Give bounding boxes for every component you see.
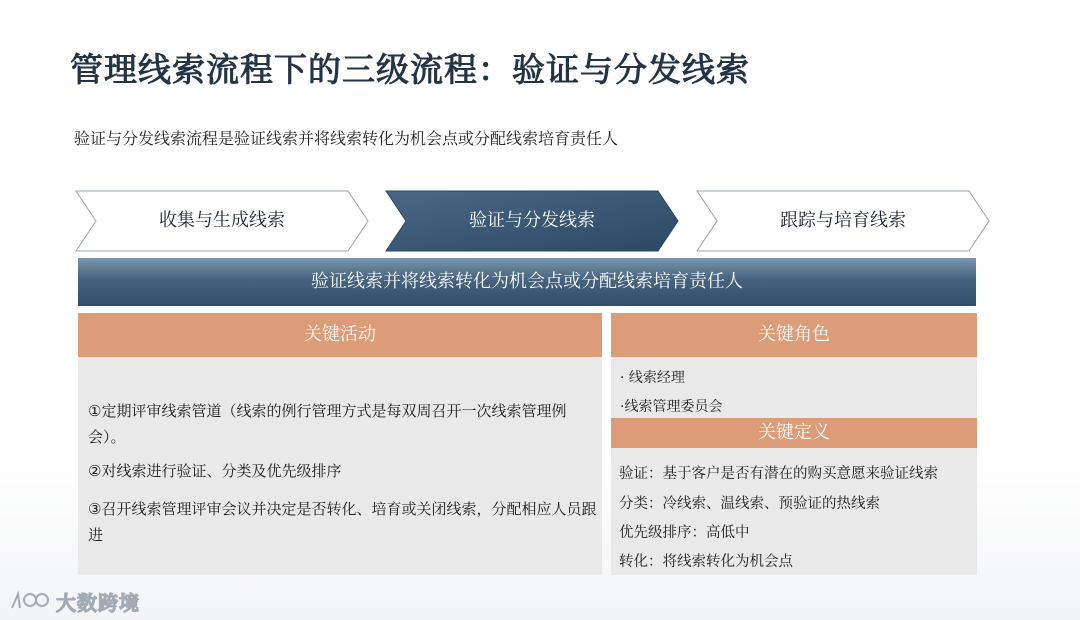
definition-item: 转化：将线索转化为机会点 [619,554,793,570]
key-definitions-heading: 关键定义 [611,418,977,448]
watermark-text: 大数跨境 [56,590,140,615]
page-subtitle: 验证与分发线索流程是验证线索并将线索转化为机会点或分配线索培育责任人 [74,129,619,148]
key-roles-heading: 关键角色 [611,313,977,357]
page-title: 管理线索流程下的三级流程：验证与分发线索 [70,50,750,89]
step-label-track: 跟踪与培育线索 [780,210,906,231]
role-item: · 线索经理 [620,370,685,386]
process-banner: 验证线索并将线索转化为机会点或分配线索培育责任人 [78,258,976,306]
step-label-verify: 验证与分发线索 [469,210,595,231]
definition-item: 优先级排序：高低中 [619,525,750,541]
definition-item: 分类：冷线索、温线索、预验证的热线索 [619,496,880,512]
watermark [8,586,140,616]
step-label-collect: 收集与生成线索 [159,210,285,231]
activity-item: ①定期评审线索管道（线索的例行管理方式是每双周召开一次线索管理例会）。 [88,402,567,446]
watermark-logo-icon [8,588,52,614]
role-item: ·线索管理委员会 [620,399,723,415]
activity-item: ③召开线索管理评审会议并决定是否转化、培育或关闭线索，分配相应人员跟进 [88,500,597,544]
activity-item: ②对线索进行验证、分类及优先级排序 [88,462,342,480]
key-activities-heading: 关键活动 [78,313,602,357]
definition-item: 验证：基于客户是否有潜在的购买意愿来验证线索 [619,466,938,482]
